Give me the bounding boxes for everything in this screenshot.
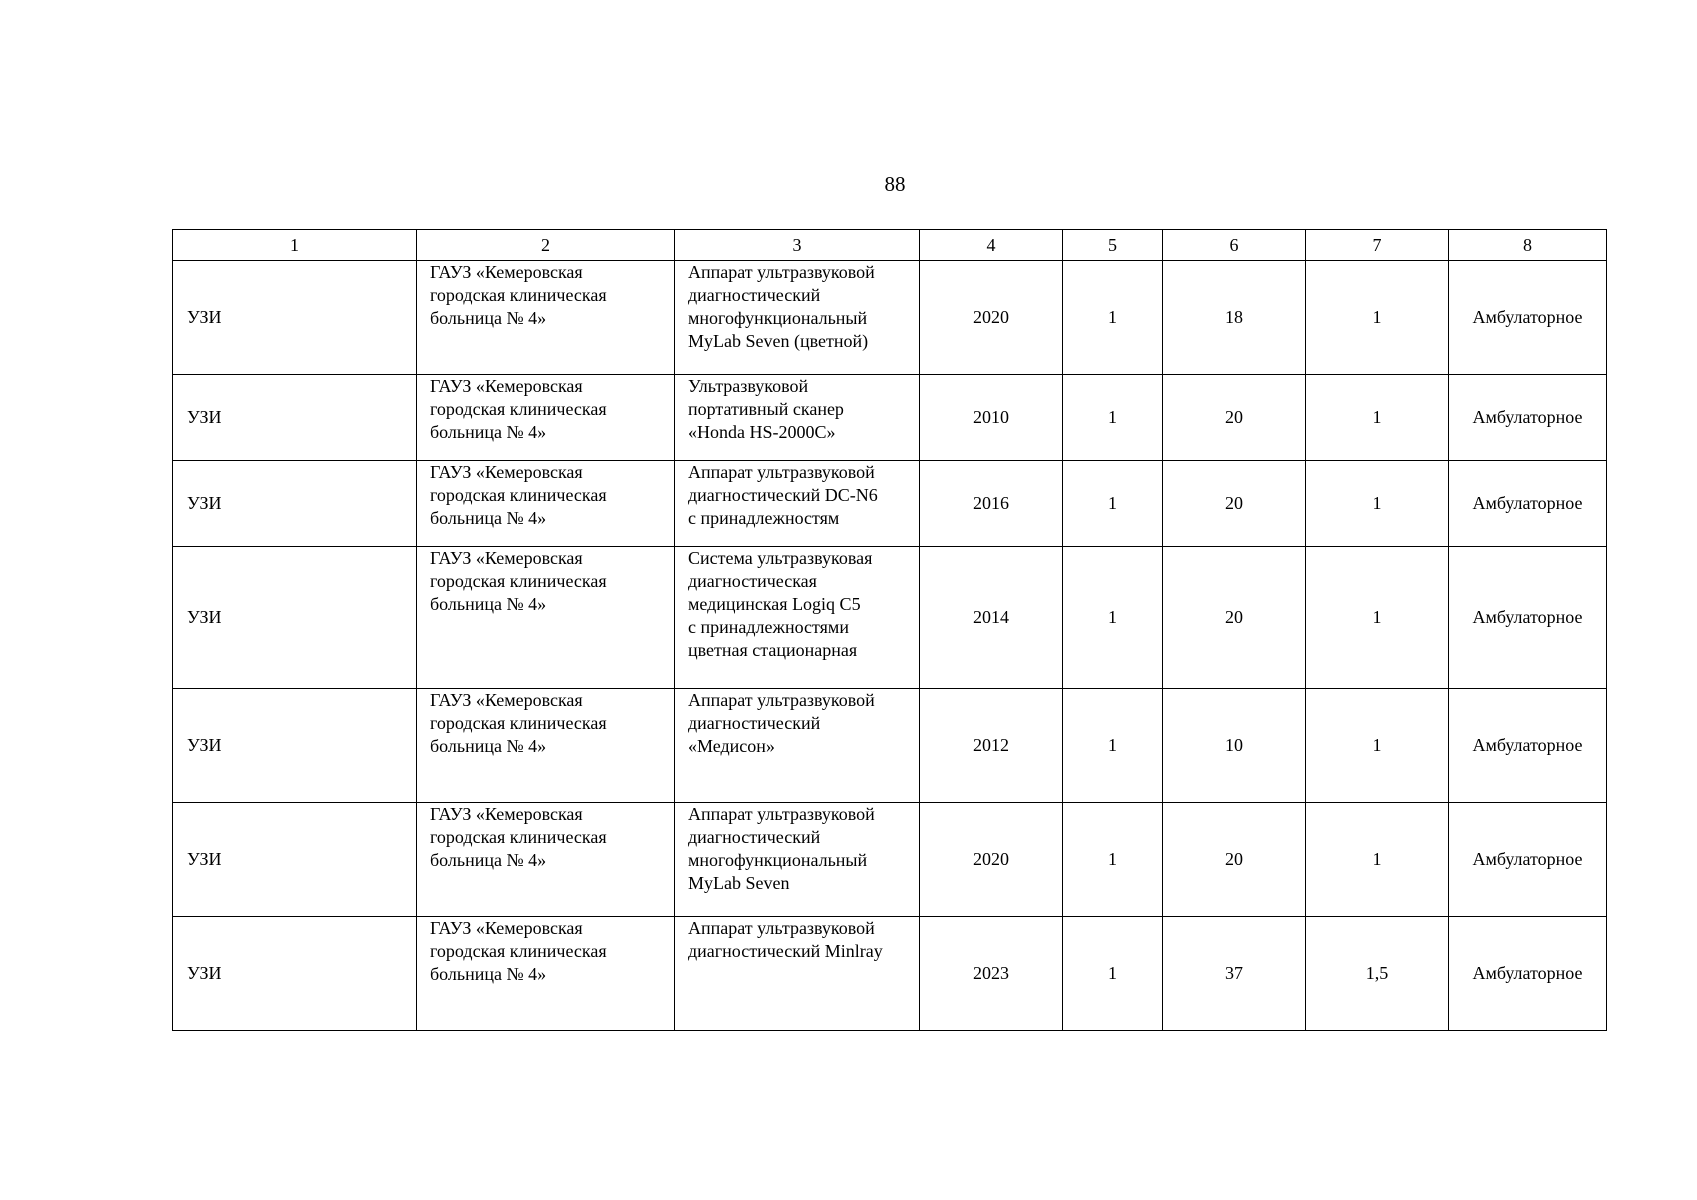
column-6-cell: 10 (1163, 689, 1306, 803)
organization-cell-lines (430, 917, 670, 986)
column-header-8: 8 (1449, 230, 1607, 261)
device-cell-line: диагностический (688, 285, 821, 305)
organization-cell-line: ГАУЗ «Кемеровская (430, 690, 583, 710)
organization-cell-line: больница № 4» (430, 850, 547, 870)
care-mode-cell: Амбулаторное (1449, 917, 1607, 1031)
organization-cell (417, 461, 675, 547)
organization-cell-line: больница № 4» (430, 594, 547, 614)
column-6-cell: 18 (1163, 261, 1306, 375)
organization-cell (417, 547, 675, 689)
column-header-3: 3 (675, 230, 920, 261)
column-5-cell: 1 (1063, 689, 1163, 803)
care-mode-cell: Амбулаторное (1449, 689, 1607, 803)
header-row (173, 230, 1607, 261)
organization-cell-lines (430, 547, 670, 616)
column-6-cell: 20 (1163, 461, 1306, 547)
device-cell-line: диагностический (688, 827, 821, 847)
column-6-cell: 37 (1163, 917, 1306, 1031)
column-6-cell: 20 (1163, 375, 1306, 461)
device-cell-line: Аппарат ультразвуковой (688, 462, 875, 482)
device-cell-line: Аппарат ультразвуковой (688, 804, 875, 824)
device-cell-line: с принадлежностями (688, 617, 849, 637)
column-7-cell: 1 (1306, 803, 1449, 917)
device-cell-lines (688, 803, 915, 895)
column-header-4: 4 (920, 230, 1063, 261)
care-mode-cell: Амбулаторное (1449, 261, 1607, 375)
column-header-1: 1 (173, 230, 417, 261)
table-row (173, 261, 1607, 375)
care-mode-cell: Амбулаторное (1449, 547, 1607, 689)
device-cell-lines (688, 261, 915, 353)
care-mode-cell: Амбулаторное (1449, 375, 1607, 461)
exam-type-cell: УЗИ (173, 547, 417, 689)
table-row (173, 803, 1607, 917)
organization-cell-lines (430, 375, 670, 444)
column-7-cell: 1 (1306, 547, 1449, 689)
column-6-cell: 20 (1163, 803, 1306, 917)
table-row (173, 689, 1607, 803)
care-mode-cell: Амбулаторное (1449, 803, 1607, 917)
device-cell-line: диагностический (688, 713, 821, 733)
column-header-5: 5 (1063, 230, 1163, 261)
device-cell (675, 689, 920, 803)
column-header-6: 6 (1163, 230, 1306, 261)
organization-cell-line: ГАУЗ «Кемеровская (430, 462, 583, 482)
column-5-cell: 1 (1063, 375, 1163, 461)
organization-cell-line: городская клиническая (430, 285, 607, 305)
table-row (173, 461, 1607, 547)
device-cell (675, 917, 920, 1031)
organization-cell-line: ГАУЗ «Кемеровская (430, 918, 583, 938)
organization-cell-line: больница № 4» (430, 308, 547, 328)
device-cell-line: многофункциональный (688, 308, 868, 328)
organization-cell-line: ГАУЗ «Кемеровская (430, 548, 583, 568)
page-number: 88 (884, 172, 906, 196)
exam-type-cell: УЗИ (173, 261, 417, 375)
device-cell-line: MyLab Seven (688, 873, 790, 893)
organization-cell-line: городская клиническая (430, 827, 607, 847)
device-cell (675, 261, 920, 375)
year-cell: 2016 (920, 461, 1063, 547)
year-cell: 2020 (920, 261, 1063, 375)
exam-type-cell: УЗИ (173, 917, 417, 1031)
organization-cell (417, 375, 675, 461)
organization-cell-line: больница № 4» (430, 422, 547, 442)
device-cell-line: с принадлежностям (688, 508, 840, 528)
device-cell-lines (688, 689, 915, 758)
column-6-cell: 20 (1163, 547, 1306, 689)
organization-cell (417, 917, 675, 1031)
device-cell-line: «Медисон» (688, 736, 775, 756)
device-cell-line: диагностический Minlray (688, 941, 883, 961)
device-cell-lines (688, 547, 915, 662)
organization-cell-lines (430, 461, 670, 530)
device-cell-line: Система ультразвуковая (688, 548, 873, 568)
table-row (173, 917, 1607, 1031)
organization-cell-line: ГАУЗ «Кемеровская (430, 804, 583, 824)
device-cell (675, 461, 920, 547)
device-cell-line: Ультразвуковой (688, 376, 809, 396)
organization-cell (417, 261, 675, 375)
table-row (173, 375, 1607, 461)
exam-type-cell: УЗИ (173, 689, 417, 803)
column-header-2: 2 (417, 230, 675, 261)
organization-cell-line: городская клиническая (430, 571, 607, 591)
year-cell: 2020 (920, 803, 1063, 917)
device-cell (675, 375, 920, 461)
device-cell-line: Аппарат ультразвуковой (688, 918, 875, 938)
exam-type-cell: УЗИ (173, 803, 417, 917)
device-cell-line: цветная стационарная (688, 640, 858, 660)
exam-type-cell: УЗИ (173, 375, 417, 461)
column-7-cell: 1 (1306, 461, 1449, 547)
year-cell: 2014 (920, 547, 1063, 689)
year-cell: 2010 (920, 375, 1063, 461)
table-row (173, 547, 1607, 689)
device-cell-lines (688, 461, 915, 530)
device-cell-line: многофункциональный (688, 850, 868, 870)
organization-cell-lines (430, 689, 670, 758)
organization-cell-line: больница № 4» (430, 508, 547, 528)
device-cell-line: диагностический DC-N6 (688, 485, 878, 505)
column-5-cell: 1 (1063, 803, 1163, 917)
device-cell-line: «Honda HS-2000C» (688, 422, 836, 442)
device-cell (675, 803, 920, 917)
device-cell-line: медицинская Logiq C5 (688, 594, 861, 614)
organization-cell-line: ГАУЗ «Кемеровская (430, 262, 583, 282)
exam-type-cell: УЗИ (173, 461, 417, 547)
column-5-cell: 1 (1063, 461, 1163, 547)
equipment-table (172, 229, 1607, 1031)
organization-cell (417, 803, 675, 917)
device-cell-line: диагностическая (688, 571, 817, 591)
organization-cell-lines (430, 803, 670, 872)
year-cell: 2023 (920, 917, 1063, 1031)
device-cell-line: Аппарат ультразвуковой (688, 262, 875, 282)
care-mode-cell: Амбулаторное (1449, 461, 1607, 547)
organization-cell-line: больница № 4» (430, 736, 547, 756)
device-cell-line: MyLab Seven (цветной) (688, 331, 869, 351)
organization-cell-line: городская клиническая (430, 713, 607, 733)
device-cell-line: портативный сканер (688, 399, 844, 419)
column-header-7: 7 (1306, 230, 1449, 261)
device-cell-line: Аппарат ультразвуковой (688, 690, 875, 710)
column-7-cell: 1 (1306, 375, 1449, 461)
column-5-cell: 1 (1063, 547, 1163, 689)
organization-cell-lines (430, 261, 670, 330)
device-cell-lines (688, 375, 915, 444)
column-5-cell: 1 (1063, 261, 1163, 375)
year-cell: 2012 (920, 689, 1063, 803)
organization-cell (417, 689, 675, 803)
column-7-cell: 1 (1306, 689, 1449, 803)
organization-cell-line: ГАУЗ «Кемеровская (430, 376, 583, 396)
device-cell (675, 547, 920, 689)
device-cell-lines (688, 917, 915, 963)
organization-cell-line: городская клиническая (430, 399, 607, 419)
column-7-cell: 1 (1306, 261, 1449, 375)
column-7-cell: 1,5 (1306, 917, 1449, 1031)
table-body (173, 261, 1607, 1031)
organization-cell-line: больница № 4» (430, 964, 547, 984)
organization-cell-line: городская клиническая (430, 485, 607, 505)
column-5-cell: 1 (1063, 917, 1163, 1031)
organization-cell-line: городская клиническая (430, 941, 607, 961)
